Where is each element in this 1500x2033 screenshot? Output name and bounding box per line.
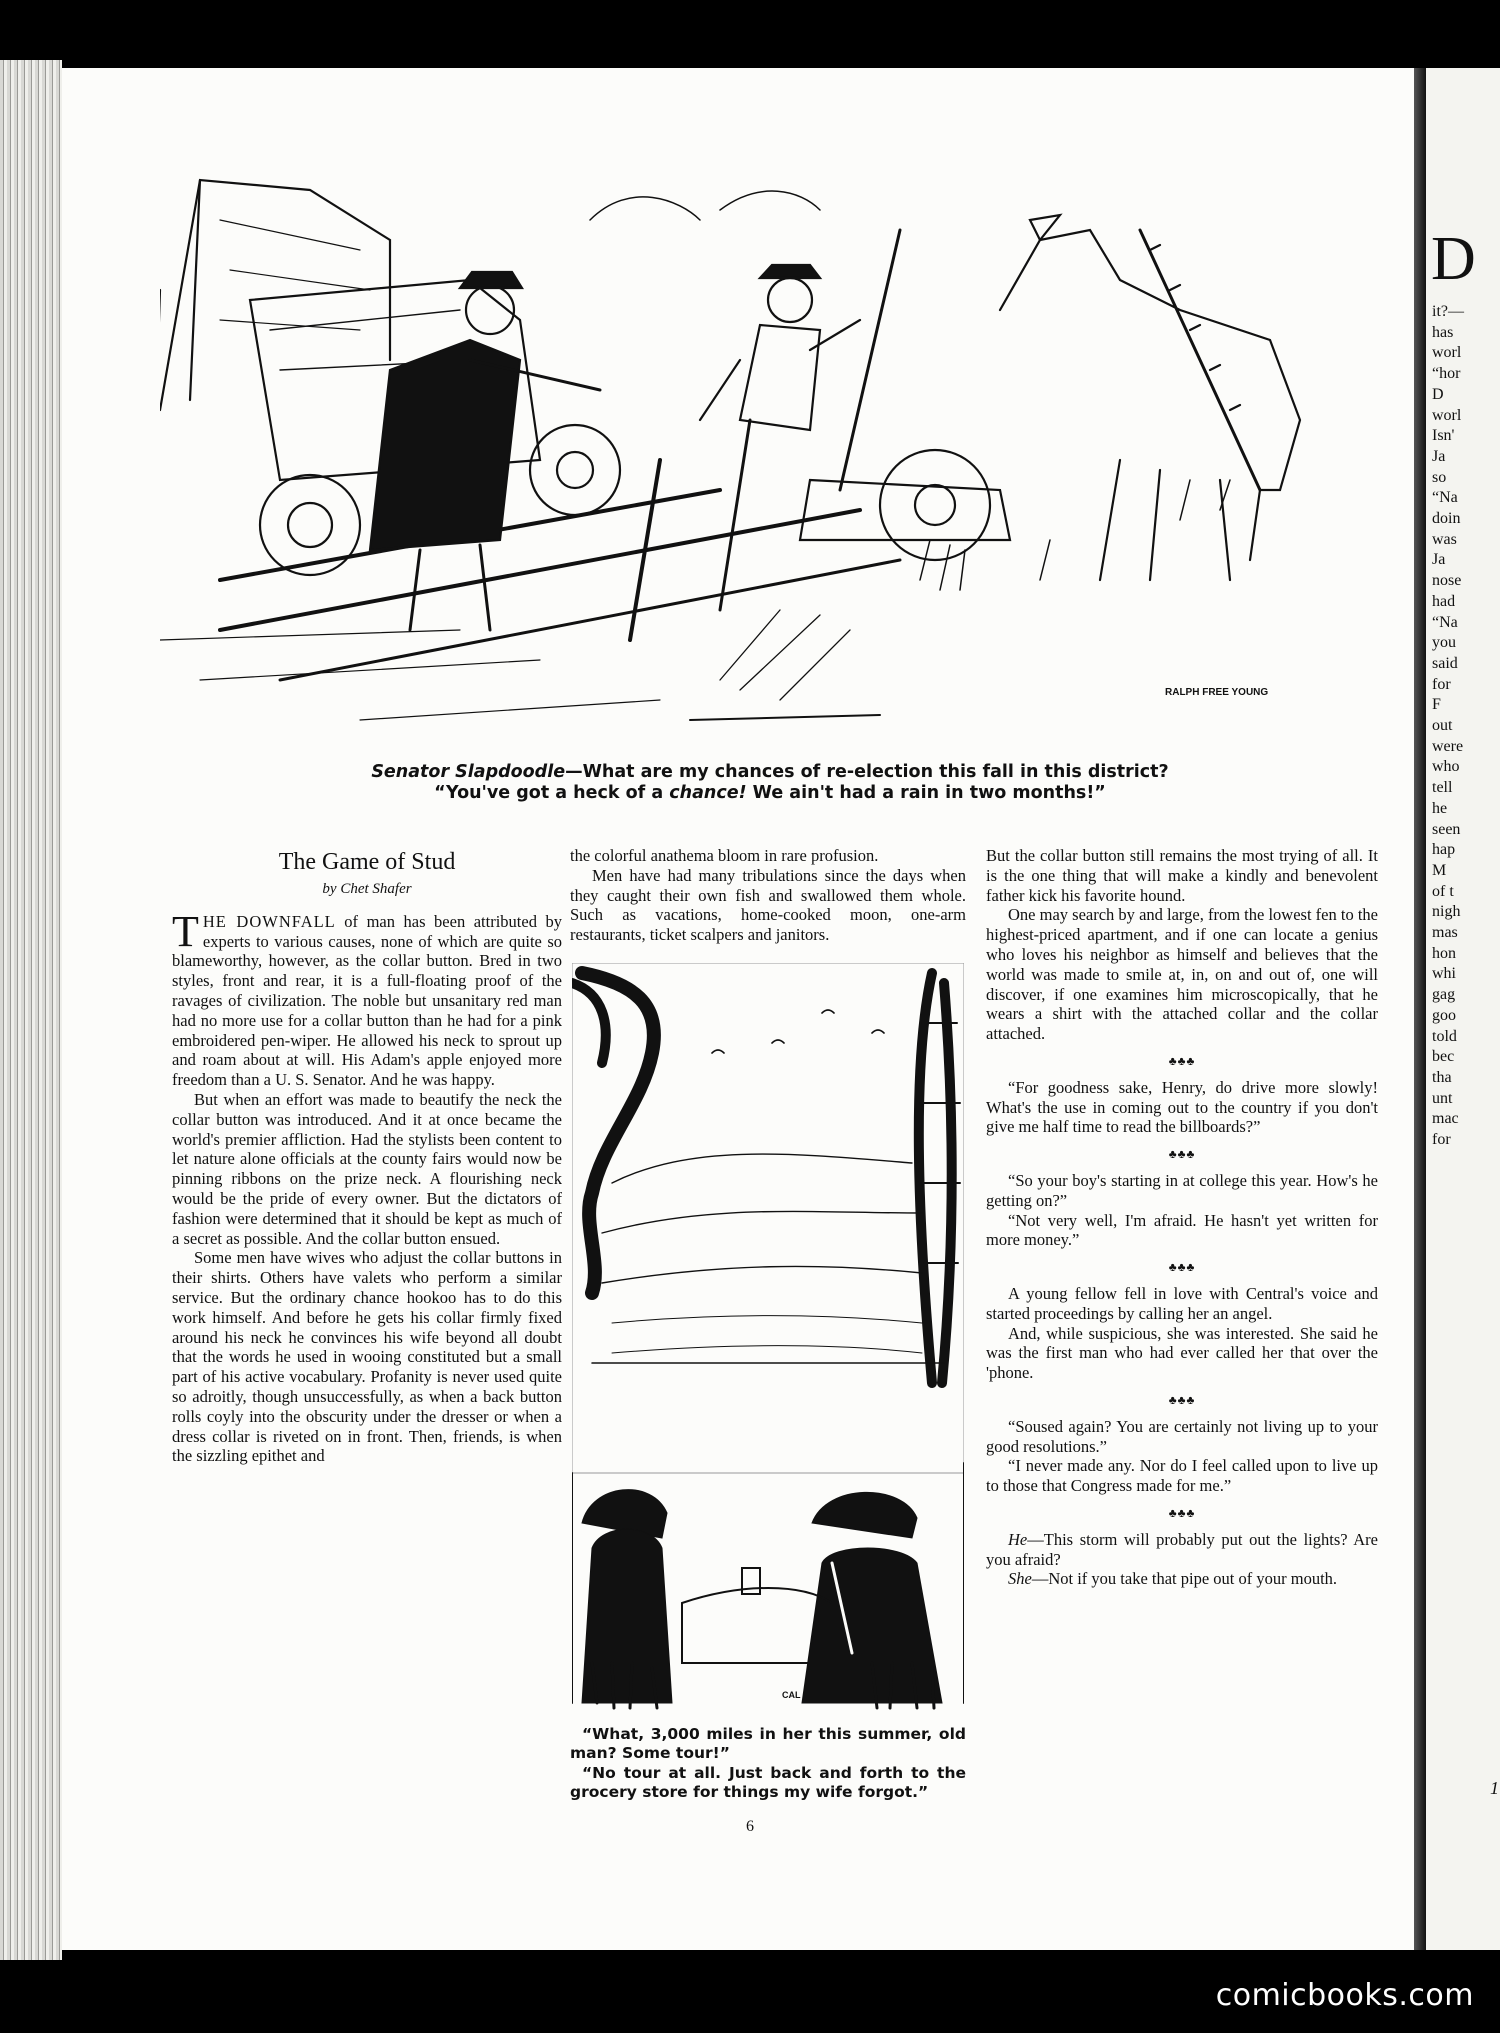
- article-column-3: [986, 846, 1378, 1589]
- caption-line-2: “You've got a heck of a chance! We ain't had a rain in two months!”: [434, 783, 1106, 803]
- facing-page-fragment: [1426, 68, 1500, 1950]
- facing-page-fragment-line: it?—: [1432, 303, 1464, 320]
- article-paragraph-2: But when an effort was made to beautify the neck the collar button was introduced. And it at once became the world's premier affliction. Had the stylists been content to let nature alone officials at the county fairs would now be pinning ribbons on the prize neck. A flourishing neck would be the pride of every owner. But the dictators of fashion were determined that it should be kept as much of a secret as possible. And the collar button ensued.: [172, 1089, 562, 1248]
- article-paragraph-5: Men have had many tribulations since the days when they caught their own fish and swallowed them whole. Such as vacations, home-cooked moon, one-arm restaurants, ticket scalpers and janitors.: [570, 865, 966, 945]
- facing-page-fragment-line: D: [1432, 385, 1444, 403]
- facing-page-fragment-line: you: [1432, 634, 1456, 652]
- facing-page-fragment-line: seen: [1432, 820, 1461, 838]
- article-column-1: [172, 846, 562, 1466]
- facing-page-fragment-line: nigh: [1432, 903, 1461, 921]
- top-cartoon-caption: [180, 762, 1360, 804]
- facing-page-fragment-line: has: [1432, 323, 1454, 341]
- facing-page-fragment-line: bec: [1432, 1048, 1455, 1066]
- facing-page-fragment-line: mas: [1432, 924, 1458, 941]
- facing-page-fragment-line: whi: [1432, 965, 1456, 983]
- article-paragraph-4: the colorful anathema bloom in rare profusion.: [570, 846, 879, 865]
- facing-page-fragment-line: he: [1432, 799, 1448, 817]
- caption-speaker: Senator Slapdoodle: [371, 762, 566, 782]
- motor-tour-caption: [570, 1725, 966, 1803]
- joke-storm-he: He—This storm will probably put out the lights? Are you afraid?: [986, 1529, 1378, 1569]
- joke-billboards: “For goodness sake, Henry, do drive more slowly! What's the use in coming out to the country if you don't give me half time to read the billboards?”: [986, 1077, 1378, 1137]
- facing-page-fragment-line: said: [1432, 654, 1458, 672]
- section-separator: ♣♣♣: [1168, 1392, 1196, 1407]
- article-title: The Game of Stud: [278, 849, 456, 875]
- article-paragraph-3: Some men have wives who adjust the collar buttons in their shirts. Others have valets who perform a similar service. But the ordinary chance hookoo has to do this work himself. And before he gets his collar firmly fixed around his neck he convinces his wife beyond all doubt that the words he used in wooing constituted but a small part of his active vocabulary. Profanity is never used quite so adroitly, though unsuccessfully, as when a back button rolls coyly into the obscurity under the dresser or when a dress collar is riveted on in front. Then, friends, is when the sizzling epithet and: [172, 1248, 562, 1466]
- section-separator: ♣♣♣: [1168, 1505, 1196, 1520]
- page-number: 6: [746, 1818, 754, 1835]
- facing-page-fragment-line: tha: [1432, 1068, 1452, 1086]
- joke-storm-she: She—Not if you take that pipe out of your mouth.: [1008, 1569, 1338, 1589]
- caption-answer: “No tour at all. Just back and forth to the grocery store for things my wife forgot.”: [570, 1763, 966, 1802]
- facing-page-fragment-line: tell: [1432, 779, 1453, 797]
- drop-cap: T: [172, 906, 199, 956]
- facing-page-fragment-line: who: [1432, 758, 1460, 776]
- mid-cartoon-signature: CAL: [782, 1689, 801, 1700]
- facing-page-fragment-line: doin: [1432, 510, 1461, 527]
- facing-page-fragment-line: worl: [1432, 406, 1462, 424]
- article-column-2: [570, 846, 966, 1803]
- motor-tour-cartoon: [572, 963, 964, 1715]
- joke-college-question: “So your boy's starting in at college this year. How's he getting on?”: [986, 1170, 1378, 1210]
- facing-page-fragment-line: Isn': [1432, 427, 1455, 445]
- facing-page-fragment-line: gag: [1432, 986, 1456, 1004]
- facing-page-number: 1: [1490, 1778, 1499, 1798]
- joke-soused-question: “Soused again? You are certainly not living up to your good resolutions.”: [986, 1416, 1378, 1456]
- caption-question: “What, 3,000 miles in her this summer, old man? Some tour!”: [570, 1724, 966, 1763]
- facing-page-fragment-line: goo: [1432, 1006, 1456, 1024]
- book-page-edges: [0, 60, 62, 1960]
- section-separator: ♣♣♣: [1168, 1053, 1196, 1068]
- facing-page-fragment-line: of t: [1432, 882, 1454, 900]
- senator-farmer-cartoon: [160, 160, 1395, 735]
- facing-page-fragment-line: for: [1432, 675, 1451, 693]
- facing-page-fragment-line: nose: [1432, 572, 1462, 590]
- facing-page-fragment-line: M: [1432, 861, 1447, 879]
- facing-page-fragment-line: Ja: [1432, 447, 1446, 465]
- facing-page-fragment-line: had: [1432, 592, 1456, 610]
- article-paragraph-6: But the collar button still remains the most trying of all. It is the one thing that will make a kindly and benevolent father kick his favorite hound.: [986, 846, 1378, 905]
- facing-page-fragment-line: “hor: [1432, 365, 1461, 383]
- facing-page-fragment-line: Ja: [1432, 551, 1446, 569]
- article-byline: by Chet Shafer: [322, 881, 412, 897]
- section-separator: ♣♣♣: [1168, 1260, 1196, 1275]
- facing-page-fragment-line: was: [1432, 530, 1457, 548]
- facing-page-fragment-line: out: [1432, 717, 1453, 734]
- facing-page-fragment-line: “Na: [1432, 613, 1458, 631]
- article-paragraph-7: One may search by and large, from the lowest fen to the highest-priced apartment, and if one can locate a genius who loves his neighbor as himself and believes that the world was made to smile at, in, on and out of, one will discover, if one examines him microscopically, that he wears a shirt with the attached collar and the collar attached.: [986, 905, 1378, 1044]
- article-paragraph-1: THE DOWNFALL of man has been attributed by experts to various causes, none of which are quite so blameworthy, however, as the collar button. Bred in two styles, front and rear, it is a full-floating proof of the ravages of civilization. The noble but unsanitary red man had no more use for a collar button than he had for a pink embroidered pen-wiper. He allowed his neck to sprout up and roam about at will. His Adam's apple enjoyed more freedom than a U. S. Senator. And he was happy.: [172, 906, 562, 1090]
- facing-page-fragment-line: told: [1432, 1027, 1457, 1045]
- facing-page-fragment-line: hon: [1432, 944, 1456, 962]
- book-gutter: [1414, 68, 1426, 1950]
- joke-soused-answer: “I never made any. Nor do I feel called upon to live up to those that Congress made for me.”: [986, 1456, 1378, 1496]
- facing-page-fragment-line: hap: [1432, 841, 1456, 859]
- facing-page-fragment-line: for: [1432, 1131, 1451, 1148]
- facing-page-fragment-line: F: [1432, 696, 1441, 714]
- joke-college-answer: “Not very well, I'm afraid. He hasn't yet written for more money.”: [986, 1210, 1378, 1250]
- facing-page-fragment-line: worl: [1432, 344, 1462, 362]
- facing-page-drop-letter: D: [1431, 225, 1476, 293]
- facing-page-fragment-line: unt: [1432, 1089, 1453, 1107]
- watermark: comicbooks.com: [1215, 1978, 1474, 2013]
- cartoon-signature: RALPH FREE YOUNG: [1165, 687, 1269, 698]
- joke-central-2: And, while suspicious, she was interested. She said he was the first man who had ever called her that over the 'phone.: [986, 1323, 1378, 1383]
- facing-page-fragment-line: so: [1432, 468, 1447, 486]
- facing-page-fragment-line: mac: [1432, 1110, 1459, 1128]
- facing-page-fragment-line: “Na: [1432, 489, 1458, 507]
- facing-page-fragment-line: were: [1432, 737, 1464, 755]
- joke-central-1: A young fellow fell in love with Central's voice and started proceedings by calling her an angel.: [986, 1283, 1378, 1323]
- section-separator: ♣♣♣: [1168, 1147, 1196, 1162]
- caption-line-1: Senator Slapdoodle—What are my chances of re-election this fall in this district?: [371, 762, 1169, 782]
